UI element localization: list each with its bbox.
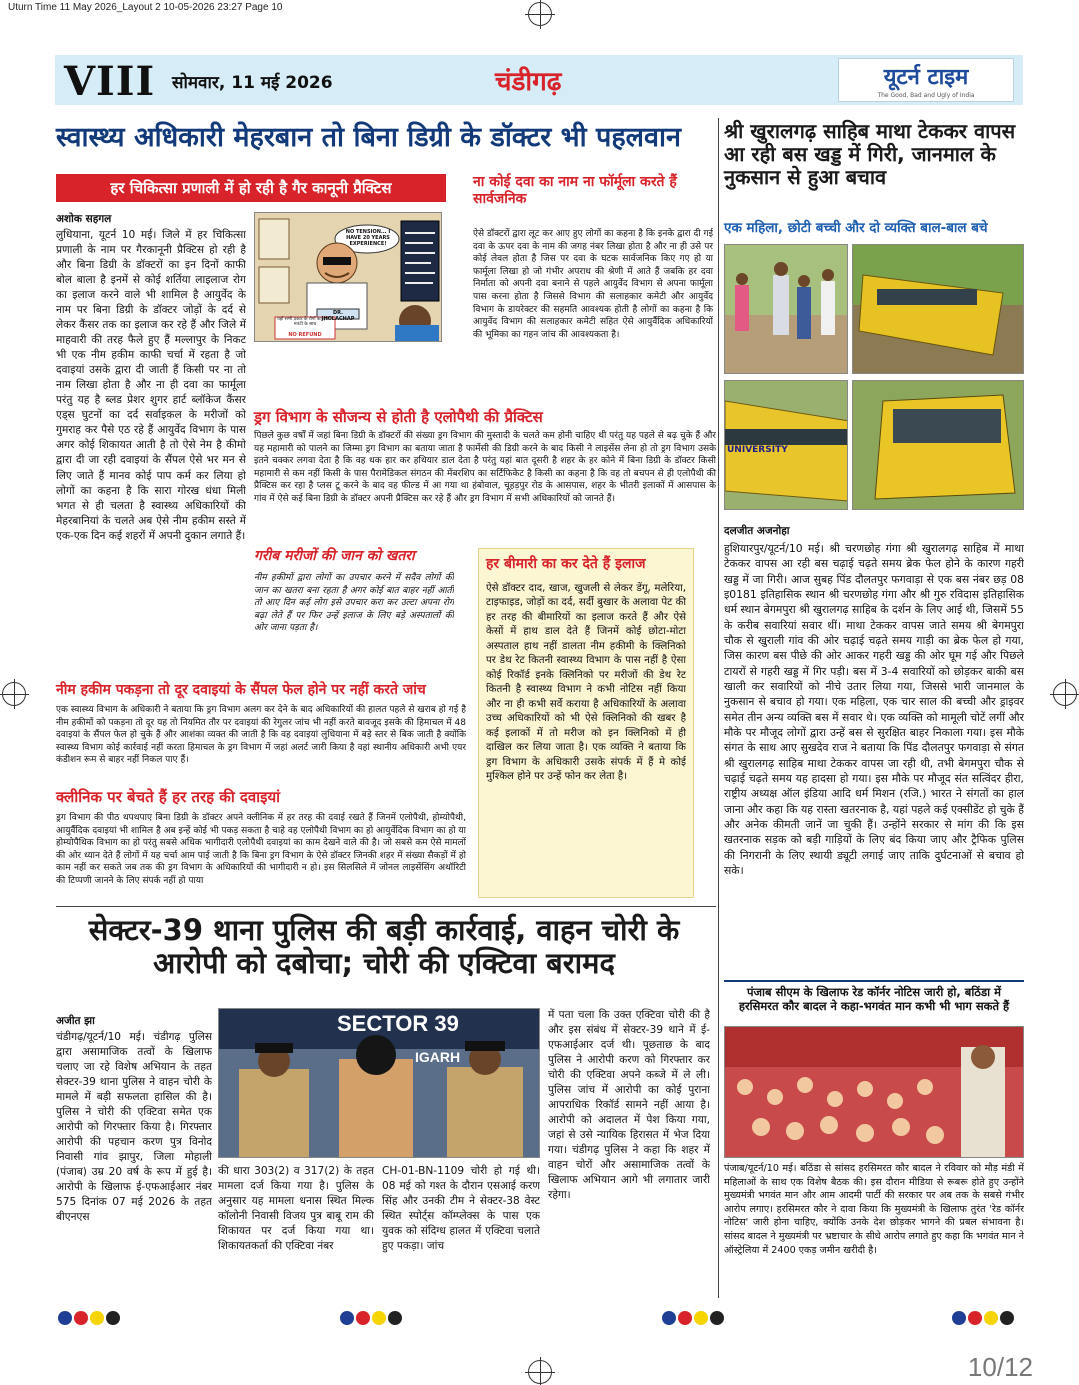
color-registration-dots (58, 1310, 122, 1329)
police-byline: अजीत झा (56, 1015, 95, 1027)
bus-photo-people (724, 244, 848, 374)
dot-icon (710, 1311, 724, 1325)
poor-patients-body: नीम हकीमों द्वारा लोगों का उपचार करने में सदैव लोगों की जान का खतरा बना रहता है अगर कोई बात बाहर नहीं आती तो आए दिन कई लोग इसे उपचार करा कर उल्टा अपना रोग बढ़ा लेते हैं पर फिर उन्हें इलाज के लिए बड़े अस्पतालों की ओर जाना पड़ता है। (254, 573, 454, 634)
crowd-photo-icon (725, 245, 848, 374)
police-body-col4: में पता चला कि उक्त एक्टिवा चोरी की है और इस संबंध में सेक्टर-39 थाने में ई-एफआईआर दर्ज थी। पूछताछ के बाद पुलिस ने आरोपी करण को गिरफ्तार कर चोरी की एक्टिवा अपने कब्जे में ले ली। पुलिस जांच में आरोपी का कोई पुराना आपराधिक रिकॉर्ड सामने नहीं आया है। आरोपी को अदालत में पेश किया गया, जहां से उसे न्यायिक हिरासत में भेज दिया गया। चंडीगढ़ पुलिस ने कहा कि शहर में वाहन चोरों और असामाजिक तत्वों के खिलाफ अभियान आगे भी लगातार जारी रहेगा। (548, 1009, 710, 1202)
logo-text: यूटर्न टाइम (883, 65, 969, 90)
bathinda-headline: पंजाब सीएम के खिलाफ रेड कॉर्नर नोटिस जारी हो, बठिंडा में हरसिमरत कौर बादल ने कहा-भगवंत मान कभी भी भाग सकते हैं (724, 980, 1024, 1022)
police-photo-banner-2: IGARH (415, 1049, 461, 1065)
dot-icon (968, 1311, 982, 1325)
dot-icon (984, 1311, 998, 1325)
dot-icon (662, 1311, 676, 1325)
all-diseases-body: ऐसे डॉक्टर दाद, खाज, खुजली से लेकर डेंगू, मलेरिया, टाइफाइड, जोड़ों का दर्द, सर्दी बुखार के अलावा पेट की हर तरह की बीमारियों का इलाज करते हैं और ऐसे केसों में हाथ डाल देते हैं जिनमें कोई छोटा-मोटा अस्पताल हाथ नहीं डालता नीम हकीमी के क्लिनिको पर डेथ रेट कितनी स्वास्थ्य विभाग के पास नहीं है ऐसा कोई रिकॉर्ड इनके क्लिनिको पर मरीजों की डेथ रेट कितनी है स्वास्थ्य विभाग ने कभी नोटिस नहीं किया और ना ही कभी सर्वे कराया है अधिकारियों के अलावा उच्च अधिकारियों को भी ऐसे क्लिनिको की खबर है कई इलाकों में तो मरीज को इन क्लिनिको में ही दाखिल कर लिया जाता है। एक व्यक्ति ने बताया कि ड्रग विभाग के अधिकारी उसके संपर्क में हैं मे कोई मुश्किल होने पर उन्हें फोन कर लेता है। (486, 583, 686, 783)
police-body-col2: की धारा 303(2) व 317(2) के तहत मामला दर्ज किया गया है। पुलिस के अनुसार यह मामला धनास स्थित मिल्क कॉलोनी निवासी विजय पुत्र बाबू राम की शिकायत पर दर्ज किया गया था। शिकायतकर्ता की एक्टिवा नंबर (218, 1165, 374, 1253)
police-headline: सेक्टर-39 थाना पुलिस की बड़ी कार्रवाई, वाहन चोरी के आरोपी को दबोचा; चोरी की एक्टिवा बरामद (88, 913, 680, 981)
bus-photo-crash-front (852, 380, 1024, 510)
cartoon-doctor-nameplate: DR. JHOLACHAP (321, 310, 355, 322)
side-headline: ना कोई दवा का नाम ना फॉर्मूला करते हैं सार्वजनिक (473, 174, 677, 207)
rally-crowd-icon (725, 1027, 1024, 1158)
print-slug: Uturn Time 11 May 2026_Layout 2 10-05-2026 23:27 Page 10 (8, 2, 283, 13)
bus-photo-side (724, 380, 848, 510)
registration-mark-icon (528, 1360, 552, 1384)
lead-byline: अशोक सहगल (56, 213, 112, 225)
dot-icon (678, 1311, 692, 1325)
dot-icon (106, 1311, 120, 1325)
police-photo-banner: SECTOR 39 (337, 1011, 459, 1036)
dot-icon (58, 1311, 72, 1325)
clinic-body: ड्रग विभाग की पीठ थपथपाए बिना डिग्री के डॉक्टर अपने क्लीनिक में हर तरह की दवाई रखते हैं जिनमें एलोपैथी, होम्योपैथी, आयुर्वैदिक दवाइयां भी शामिल है अब इन्हें कोई भी पकड़ सकता है चाहे वह एलोपैथी विभाग का हो आयुर्वेदिक विभाग का हो या होम्योपैथिक विभाग का हो परंतु सबसे अधिक भागीदारी एलोपैथी दवाइयां का काम देखने वाले की है। जो सबसे कम ऐसे मामलों की ओर ध्यान देते हैं लोगों में यह चर्चा आम पाई जाती है कि बिना ड्रग विभाग के ऐसे डॉक्टर जिनकी शहर में संख्या सैकड़ों में हो काम नहीं कर सकते जब तक की ड्रग विभाग के अधिकारियों की भागीदारी न हो। इस सिलसिले में जोनल लाइसेंसिंग अथॉरिटी की टिप्पणी जानने के लिए संपर्क नहीं हो पाया (56, 813, 466, 886)
bus-headline: श्री खुरालगढ़ साहिब माथा टेककर वापस आ रही बस खड्ड में गिरी, जानमाल के नुकसान से हुआ बचाव (724, 119, 1016, 189)
page-folio: 10/12 (967, 1352, 1033, 1382)
cartoon-guarantee-sign: यहाँ सभी प्रकार के रोगों का इलाज गारंटी के साथ (277, 317, 333, 327)
bathinda-body: पंजाब/यूटर्न/10 मई। बठिंडा से सांसद हरसिमरत कौर बादल ने रविवार को मौड़ मंडी में महिलाओं के साथ एक विशेष बैठक की। इस दौरान मीडिया से रूबरू होते हुए उन्होंने मुख्यमंत्री भगवंत मान और आम आदमी पार्टी की सरकार पर अब तक के सबसे गंभीर आरोप लगाए। हरसिमरत कौर ने दावा किया कि मुख्यमंत्री के खिलाफ तुरंत 'रेड कॉर्नर नोटिस' जारी होना चाहिए, क्योंकि उनके देश छोड़कर भागने की प्रबल संभावना है। सांसद बादल ने मुख्यमंत्री पर भ्रष्टाचार के सीधे आरोप लगाते हुए कहा कि भगवंत मान ने ऑस्ट्रेलिया में 2400 एकड़ जमीन खरीदी है। (724, 1163, 1024, 1256)
side-body: ऐसे डॉक्टरों द्वारा लूट कर आए हुए लोगों का कहना है कि इनके द्वारा दी गई दवा के ऊपर दवा के नाम की जगह नंबर लिखा होता है और ना ही उसे पर कोई लेवल होता है जिस पर दवा के घटक सार्वजनिक किए गए हो या फार्मूला लिखा हो जो गंभीर अपराध की श्रेणी में आते हैं जबकि हर दवा निर्माता को अपनी दवा बनाने से पहले आयुर्वेद विभाग से अपना फार्मूला पास करना होता है जिससे विभाग की सलाहकार कमेटी और आयुर्वेद विभाग के डायरेक्टर की सहमति आवश्यक होती है लोगों का कहना है कि आयुर्वेद विभाग की सलाहकार कमेटी सहित ऐसे आयुर्वैदिक अधिकारियों की भूमिका का गहन जांच की आवश्यकता है। (473, 229, 713, 340)
color-registration-dots (952, 1310, 1016, 1329)
bathinda-rally-photo (724, 1026, 1024, 1158)
cartoon-illustration (254, 212, 442, 342)
lead-subhead: हर चिकित्सा प्रणाली में हो रही है गैर कानूनी प्रैक्टिस (56, 174, 446, 202)
newspaper-logo (838, 58, 1014, 102)
lead-headline: स्वास्थ्य अधिकारी मेहरबान तो बिना डिग्री के डॉक्टर भी पहलवान (56, 122, 681, 153)
dot-icon (74, 1311, 88, 1325)
bus-side-text: UNIVERSITY (727, 445, 788, 455)
bus-front-icon (853, 381, 1024, 510)
cartoon-refund-sign: NO REFUND (288, 332, 322, 338)
lead-body: लुधियाना, यूटर्न 10 मई। जिले में हर चिकित्सा प्रणाली के नाम पर गैरकानूनी प्रैक्टिस हो रही है और बिना डिग्री के डॉक्टरों का इन दिनों काफी बोल बाला है इनमें से कोई शर्तिया लाइलाज रोग का इलाज करने वाले भी शामिल है आयुर्वेद के नाम पर बिना डिग्री के डॉक्टर जोड़ों के दर्द से लेकर कैंसर तक का इलाज कर रहे हैं और जिले में माहवारी की तरह फैले हुए हैं मल्लापुर के निकट भी एक नीम हकीम काफी चर्चा में रहता है जो दवाइयां उसके द्वारा दी जाती हैं किसी पर ना तो नाम लिखा होता है और ना ही दवा का फार्मूला परंतु यह है ब्लड प्रेशर शुगर हार्ट ब्लॉकेज कैंसर एड्स घुटनों का दर्द सर्वाइकल के मरीजों को गुमराह कर पैसे एठ रहे हैं आयुर्वेद विभाग के पास अगर कोई शिकायत आती है तो ऐसे नेम है कीमो द्वारा दी जा रही दवाइयां के सैंपल ऐसे भर मन से लिए जाते हैं मानव कोई पाप कर्म कर लिया हो लोगों का कहना है कि सारा गोरख धंधा मिली भगत से ही चलता है स्वास्थ्य अधिकारियों की मेहरबानियां के चलते अब ऐसे नीम हकीम सस्ते में एक-एक दिन कई शहरों में अपनी दुकान लगाते हैं। (56, 229, 246, 542)
dot-icon (694, 1311, 708, 1325)
police-body-col1: चंडीगढ़/यूटर्न/10 मई। चंडीगढ़ पुलिस द्वारा असामाजिक तत्वों के खिलाफ चलाए जा रहे विशेष अभियान के तहत सेक्टर-39 थाना पुलिस ने वाहन चोरी के मामले में बड़ी सफलता हासिल की है। पुलिस ने चोरी की एक्टिवा समेत एक आरोपी को गिरफ्तार किया है। गिरफ्तार आरोपी की पहचान करण पुत्र विनोद निवासी गांव झापुर, जिला मोहाली (पंजाब) उम्र 20 वर्ष के रूप में हुई है। आरोपी के खिलाफ ई-एफआईआर नंबर 575 दिनांक 07 मई 2026 के तहत बीएनएस (56, 1031, 212, 1224)
dot-icon (1000, 1311, 1014, 1325)
dot-icon (340, 1311, 354, 1325)
registration-mark-icon (528, 2, 552, 26)
poor-patients-headline: गरीब मरीजों की जान को खतरा (254, 548, 415, 564)
section-divider (56, 906, 716, 907)
clinic-headline: क्लीनिक पर बेचते हैं हर तरह की दवाइयां (56, 788, 281, 806)
color-registration-dots (340, 1310, 404, 1329)
dot-icon (952, 1311, 966, 1325)
cartoon-speech-bubble: NO TENSION... I HAVE 20 YEARS EXPERIENCE! (345, 229, 391, 247)
police-arrest-photo (218, 1008, 540, 1158)
samples-body: एक स्वास्थ्य विभाग के अधिकारी ने बताया कि ड्रग विभाग अलग कर देने के बाद अधिकारियों की हालत पहले से खराब हो गई है नीम हकीमों को पकड़ना तो दूर यह तो नियमित तौर पर दवाइयां की रेगुलर जांच भी नहीं करते बावजूद इसके की हिमाचल में 48 दवाइयां के सैंपल फेल हो चुके हैं और आशंका व्यक्त की जाती है कि वह दवाइयां लुधियाना में बड़े स्तर से बिक जाती है क्योंकि स्वास्थ्य विभाग कोई कार्रवाई नहीं करता हिमाचल के ड्रग विभाग में जहां अलर्ट जारी किया है वहां स्थानीय अधिकारी अभी एयर कंडीशन रूम से बाहर नहीं निकल पाए हैं। (56, 705, 466, 766)
samples-headline: नीम हकीम पकड़ना तो दूर दवाइयां के सैंपल फेल होने पर नहीं करते जांच (56, 682, 426, 698)
registration-mark-icon (2, 682, 26, 706)
bus-byline: दलजीत अजनोहा (724, 525, 790, 537)
dot-icon (372, 1311, 386, 1325)
all-diseases-headline: हर बीमारी का कर देते हैं इलाज (486, 556, 646, 572)
masthead-date: सोमवार, 11 मई 2026 (172, 73, 333, 93)
drug-dept-headline: ड्रग विभाग के सौजन्य से होती है एलोपैथी की प्रैक्टिस (254, 408, 543, 426)
bus-body: हुशियारपुर/यूटर्न/10 मई। श्री चरणछोह गंगा श्री खुरालगढ़ साहिब में माथा टेककर वापस आ रही बस चढ़ाई चढ़ते समय ब्रेक फेल होने के कारण गहरी खड्ड में जा गिरी। आज सुबह पिंड दौलतपुर फगवाड़ा से एक बस नंबर छड़ 08 इ0181 इतिहासिक स्थान श्री चरणछोह गंगा और श्री गुरु रविदास इतिहासिक धर्म स्थान बेगमपुरा श्री खुरालगढ़ साहिब के दर्शन के लिए आई थी, जिसमें 55 के करीब सवारियां सवार थीं। माथा टेककर वापस जाते समय श्री बेगमपुरा चौक से खुराली गांव की ओर चढ़ाई चढ़ते समय गाड़ी का ब्रेक फेल हो गया, जिस कारण बस पीछे की ओर आकर गहरी खड्ड की ओर घूम गई और पिछले टायरों से गहरी खड्ड में गिर पड़ी। बस में 3-4 सवारियों को छोड़कर बाकी बस खाली कर सवारियों को नीचे उतार लिया गया, जिससे भारी जानमाल के नुकसान से बचाव हो गया। एक महिला, एक चार साल की बच्ची और ड्राइवर समेत तीन अन्य व्यक्ति बस में सवार थे। एक व्यक्ति को मामूली चोटें लगीं और मौके पर मौजूद लोगों द्वारा उन्हें बस से सुरक्षित बाहर निकाला गया। इस मौके संगत के साथ आए सुखदेव राज ने बताया कि पिंड दौलतपुर फगवाड़ा से संगत श्री खुरालगढ़ साहिब माथा टेककर वापस जा रही थी, तभी बेगमपुरा चौक से चढ़ाई चढ़ते समय यह हादसा हो गया। इस मौके पर मौजूद संत सत्विंदर हीरा, राष्ट्रीय अध्यक्ष ऑल इंडिया आदि धर्म मिशन (रजि.) भारत ने संगतों का हाल जाना और कहा कि यह रास्ता खतरनाक है, यहां पहले कई एक्सीडेंट हो चुके हैं और अनेक कीमती जानें जा चुकी हैं। उन्होंने सरकार से मांग की कि इस खतरनाक सड़क को बड़ी गाड़ियों के लिए बंद किया जाए और ट्रैफिक पुलिस की निगरानी के लिए स्थायी ड्यूटी लगाई जाए ताकि दुर्घटनाओं से बचाव हो सके। (724, 542, 1024, 877)
bus-photo-crash-top (852, 244, 1024, 374)
logo-tagline: The Good, Bad and Ugly of India (877, 92, 975, 99)
bus-subhead: एक महिला, छोटी बच्ची और दो व्यक्ति बाल-बाल बचे (724, 220, 988, 236)
bus-crash-icon (853, 245, 1024, 374)
color-registration-dots (662, 1310, 726, 1329)
registration-mark-icon (1053, 682, 1077, 706)
column-divider (718, 118, 719, 1298)
masthead-city: चंडीगढ़ (495, 67, 562, 97)
page-roman-number: VIII (64, 58, 156, 105)
police-body-col3: CH-01-BN-1109 चोरी हो गई थी। 08 मई को गश्त के दौरान एसआई करण सिंह और उनकी टीम ने सेक्टर-38 वेस्ट स्थित स्पोर्ट्स कॉम्प्लेक्स के पास एक युवक को संदिग्ध हालत में एक्टिवा चलाते हुए पकड़ा। जांच (382, 1165, 540, 1253)
drug-dept-body: पिछले कुछ वर्षों में जहां बिना डिग्री के डॉक्टरों की संख्या ड्रग विभाग की मुस्तादी के चलते कम होनी चाहिए थी परंतु यह पहले से बढ़ चुके हैं और यह महामारी को पालने का जिम्मा ड्रग विभाग का बताया जाता है फार्मेसी की डिग्री करने के बाद किसी ने लाइसेंस लेना हो तो ड्रग विभाग उसके इतने चक्कर लगवा देता है कि वह थक हार कर हथियार डाल देता है परंतु यहां बात दूसरी है शहर के हर कोने में बिना डिग्री के डॉक्टर किसी महामारी से कम नहीं किसी के पास पैरामेडिकल संगठन की मेंबरशिप का सर्टिफिकेट है किसी का कहना है कि वह तो बचपन से ही एलोपैथी की प्रैक्टिस कर रहा है प्लस टू करने के बाद वह फील्ड में आ गया था हंबोवाल, चूहड़पुर रोड के आसपास, शहर के भीतरी इलाकों में आसपास के गांव में ऐसे कई बिना डिग्री के डॉक्टर अपनी प्रैक्टिस कर रहे हैं और ड्रग विभाग में सभी अधिकारियों को जानते हैं। (254, 431, 716, 504)
dot-icon (388, 1311, 402, 1325)
dot-icon (356, 1311, 370, 1325)
dot-icon (90, 1311, 104, 1325)
